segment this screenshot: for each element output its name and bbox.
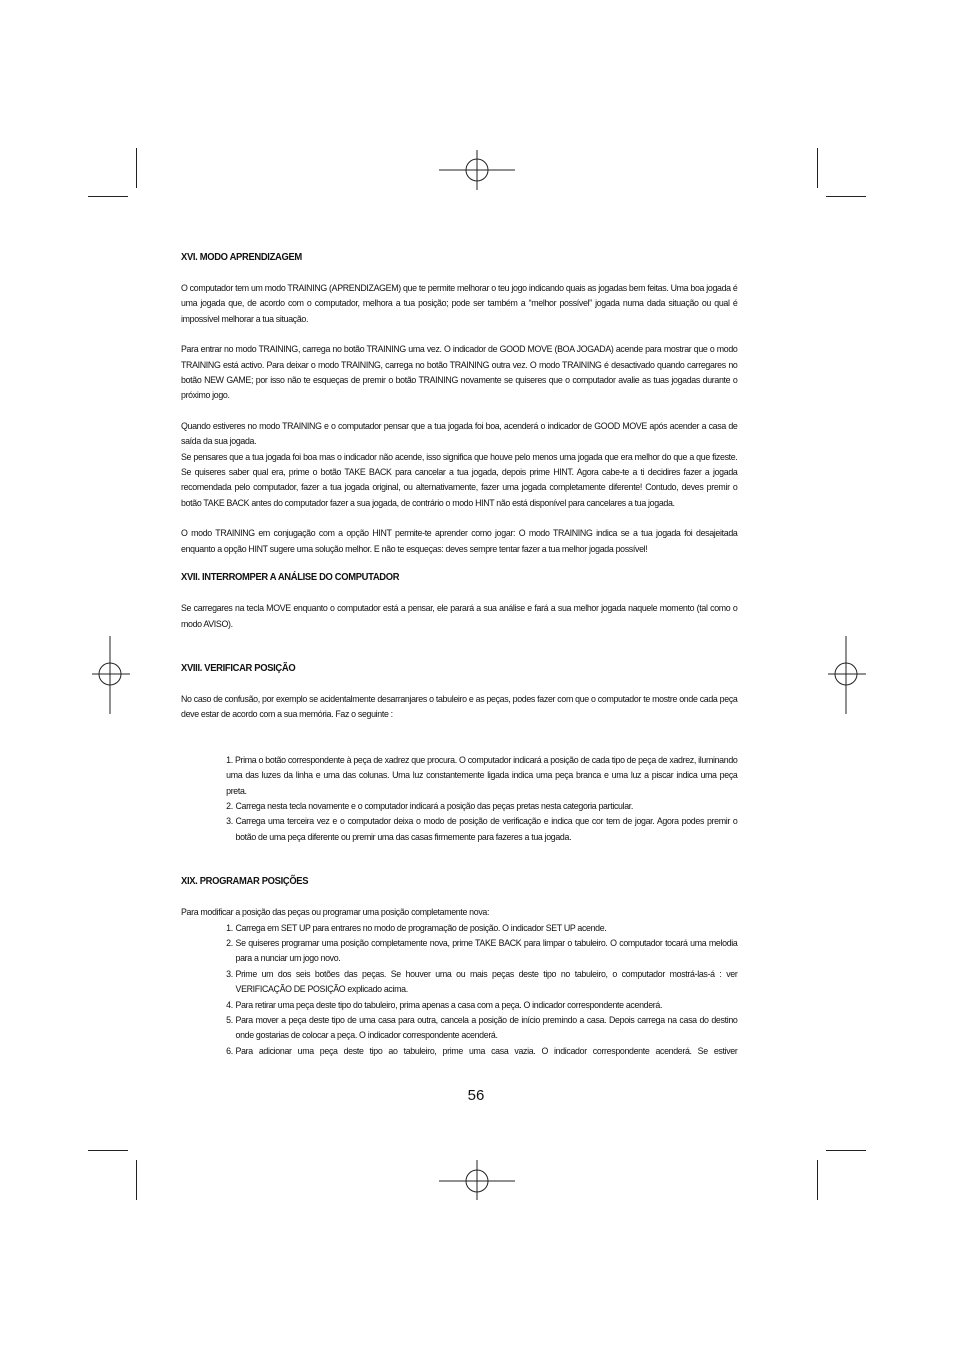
page-number-text: 56 (467, 1087, 485, 1104)
list-item-number: 2. (226, 799, 233, 811)
list-item-number: 1. (226, 921, 233, 933)
crop-mark (817, 1160, 818, 1200)
list-item (226, 1043, 737, 1058)
paragraph: Se pensares que a tua jogada foi boa mas o indicador não acende, isso significa que houve pelo menos uma jogada que era melhor do que a que fizeste. Se quiseres saber qual era, prime o botão TAKE BACK para cancelar a tua jogada, depois prime HINT. Agora cabe-te a ti decidires fazer a jogada recomendada pelo computador, fazer a tua jogada original, ou alternativamente, fazer uma jogada completamente diferente! Contudo, deves premir o botão TAKE BACK antes do computador fazer a sua jogada, de contrário o modo HINT não está disponível para cancelares a tua jogada. (181, 450, 738, 508)
crop-mark (817, 148, 818, 188)
list-item-number: 2. (226, 936, 233, 948)
crop-mark (826, 1150, 866, 1151)
paragraph: No caso de confusão, por exemplo se acidentalmente desarranjares o tabuleiro e as peças, podes fazer com que o computador te mostre onde cada peça deve estar de acordo com a sua memória. Faz o seguinte : (181, 692, 738, 720)
paragraph: Para modificar a posição das peças ou programar uma posição completamente nova: (181, 906, 490, 918)
crop-mark (136, 148, 137, 188)
section-heading: XVI. MODO APRENDIZAGEM (181, 252, 302, 263)
registration-mark-icon (437, 1160, 517, 1202)
list-item (226, 752, 737, 798)
registration-mark-icon (90, 636, 132, 716)
list-item-number: 3. (226, 815, 233, 827)
list-item (226, 966, 737, 997)
list-item-number: 6. (226, 1044, 233, 1056)
list-item-text: Se quiseres programar uma posição completamente nova, prime TAKE BACK para limpar o tabuleiro. O computador tocará uma melodia para a nunciar um jogo novo. (235, 936, 738, 964)
list-item (226, 798, 737, 813)
list-item (226, 1012, 737, 1043)
numbered-list (226, 752, 737, 844)
list-item (226, 813, 737, 844)
paragraph: Para entrar no modo TRAINING, carrega no botão TRAINING uma vez. O indicador de GOOD MOVE (BOA JOGADA) acende para mostrar que o modo TRAINING está activo. Para deixar o modo TRAINING, carrega no botão TRAINING outra vez. O modo TRAINING é desactivado quando carregares no botão NEW GAME; por isso não te esqueças de premir o botão TRAINING novamente se quiseres que o computador avalie as tuas jogadas durante o próximo jogo. (181, 343, 738, 401)
list-item-text: Carrega uma terceira vez e o computador deixa o modo de posição de verificação e indica que cor tem de jogar. Agora podes premir o botão de uma peça diferente ou premir uma das casas firmemente para fazeres a tua jogada. (235, 815, 738, 842)
section-heading: XVII. INTERROMPER A ANÁLISE DO COMPUTADOR (181, 572, 400, 584)
list-item-text: Para adicionar uma peça deste tipo ao tabuleiro, prime uma casa vazia. O indicador correspondente acenderá. Se estiver (235, 1044, 738, 1056)
numbered-list (226, 920, 737, 1059)
paragraph: O modo TRAINING em conjugação com a opção HINT permite-te aprender como jogar: O modo TRAINING indica se a tua jogada foi desajeitada enquanto a opção HINT sugere uma solução melhor. E não te esqueças: deves sempre tentar fazer a tua melhor jogada possível! (181, 527, 738, 554)
list-item-text: Para mover a peça deste tipo de uma casa para outra, cancela a posição de início premindo a casa. Depois carrega na casa do destino onde gostarias de colocar a peça. O indicador correspondente acenderá. (235, 1014, 738, 1041)
registration-mark-icon (437, 150, 517, 192)
page-number (0, 1086, 954, 1106)
list-item (226, 997, 737, 1012)
list-item-number: 3. (226, 967, 233, 979)
list-item-text: Prime um dos seis botões das peças. Se houver uma ou mais peças deste tipo no tabuleiro, o computador mostrá-las-á : ver VERIFICAÇÃO DE POSIÇÃO explicado acima. (235, 967, 738, 995)
list-item-text: Para retirar uma peça deste tipo do tabuleiro, prima apenas a casa com a peça. O indicador correspondente acenderá. (235, 998, 663, 1010)
list-item-number: 5. (226, 1014, 233, 1025)
crop-mark (136, 1160, 137, 1200)
list-item-text: Carrega em SET UP para entrares no modo de programação de posição. O indicador SET UP acende. (235, 921, 607, 933)
crop-mark (826, 196, 866, 197)
paragraph: O computador tem um modo TRAINING (APRENDIZAGEM) que te permite melhorar o teu jogo indicando quais as jogadas bem feitas. Uma boa jogada é uma jogada que, de acordo com o computador, melhora a tua posição; pode ser também a “melhor possível” jogada numa dada situação ou qual é impossível melhorar a tua situação. (181, 282, 738, 324)
list-item-text: Carrega nesta tecla novamente e o computador indicará a posição das peças pretas nesta categoria particular. (235, 799, 634, 811)
section-heading: XIX. PROGRAMAR POSIÇÕES (181, 876, 309, 888)
page-content (181, 250, 737, 1058)
list-item-text: Prima o botão correspondente à peça de xadrez que procura. O computador indicará a posição de cada tipo de peça de xadrez, iluminando uma das luzes da linha e uma das colunas. Uma luz constantemente ligada indica uma peça branca e uma luz a piscar indica uma peça preta. (226, 753, 738, 796)
list-item (226, 935, 737, 966)
crop-mark (88, 1150, 128, 1151)
paragraph: Se carregares na tecla MOVE enquanto o computador está a pensar, ele parará a sua análise e fará a sua melhor jogada naquele momento (tal como o modo AVISO). (181, 602, 738, 629)
section-heading: XVIII. VERIFICAR POSIÇÃO (181, 662, 296, 674)
paragraph: Quando estiveres no modo TRAINING e o computador pensar que a tua jogada foi boa, acenderá o indicador de GOOD MOVE após acender a casa de saída da sua jogada. (181, 419, 738, 447)
list-item-number: 1. (226, 753, 233, 765)
crop-mark (88, 196, 128, 197)
registration-mark-icon (826, 636, 868, 716)
list-item (226, 920, 737, 935)
list-item-number: 4. (226, 998, 233, 1010)
